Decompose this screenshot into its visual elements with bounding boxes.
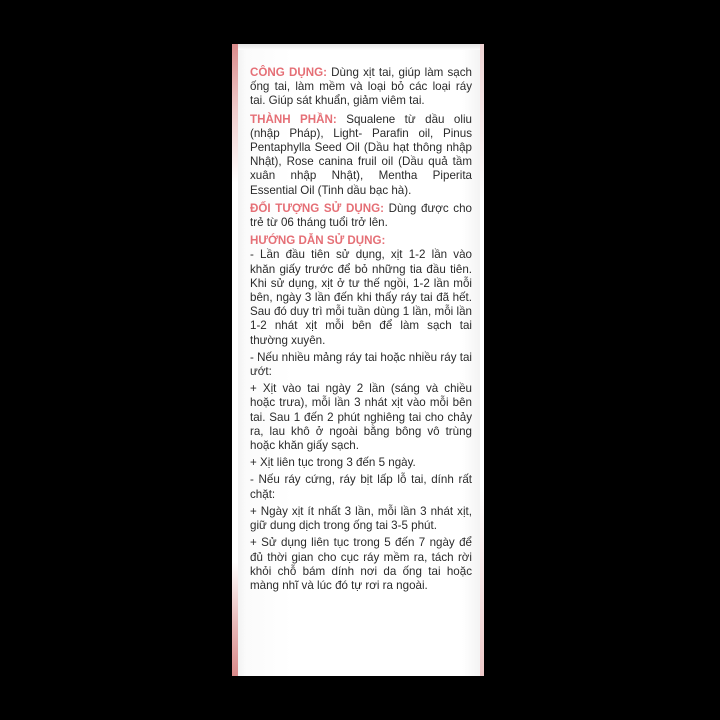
instructions-heading: HƯỚNG DẪN SỬ DỤNG:: [250, 234, 386, 248]
uses-text: Dùng xịt tai, giúp làm sạch ống tai, làm mềm và loại bỏ các loại ráy tai. Giúp sát khuẩn, giảm viêm tai.: [250, 66, 472, 108]
target-heading: ĐỐI TƯỢNG SỬ DỤNG:: [250, 201, 384, 215]
instruction-line: + Xịt liên tục trong 3 đến 5 ngày.: [250, 456, 416, 470]
instruction-line: + Sử dụng liên tục trong 5 đến 7 ngày để đủ thời gian cho cục ráy mềm ra, tách rời khỏi chỗ bám dính nơi da ống tai hoặc màng nhĩ và lúc đó tự rơi ra ngoài.: [250, 536, 472, 592]
target-section: [250, 202, 472, 230]
instruction-line: + Ngày xịt ít nhất 3 lần, mỗi lần 3 nhát xịt, giữ dung dịch trong ống tai 3-5 phút.: [250, 504, 472, 533]
uses-heading: CÔNG DỤNG:: [250, 66, 327, 79]
instruction-line: + Xịt vào tai ngày 2 lần (sáng và chiều hoặc trưa), mỗi lần 3 nhát xịt vào mỗi bên tai. Sau 1 đến 2 phút nghiêng tai cho chảy ra, lau khô ở ngoài bằng bông vô trùng hoặc khăn giấy sạch.: [250, 382, 472, 453]
target-text: Dùng được cho trẻ từ 06 tháng tuổi trở lên.: [250, 201, 472, 230]
box-right-edge: [480, 44, 484, 676]
ingredients-section: [250, 113, 472, 198]
instruction-line: - Nếu ráy cứng, ráy bịt lấp lỗ tai, dính rất chặt:: [250, 473, 472, 501]
uses-section: [250, 66, 472, 109]
label-text: [250, 66, 472, 597]
instruction-line: - Lần đầu tiên sử dụng, xịt 1-2 lần vào khăn giấy trước để bỏ những tia đầu tiên. Khi sử dụng, xịt ở tư thế ngồi, 1-2 lần mỗi bên, ngày 3 lần đến khi thấy ráy tai đã hết. Sau đó duy trì mỗi tuần dùng 1 lần, mỗi lần 1-2 nhát xịt mỗi bên để làm sạch tai thường xuyên.: [250, 248, 472, 347]
instructions-section: [250, 234, 472, 593]
box-top-edge: [232, 44, 484, 50]
product-box-side: [232, 44, 484, 676]
instruction-line: - Nếu nhiều mảng ráy tai hoặc nhiều ráy tai ướt:: [250, 350, 472, 379]
ingredients-text: Squalene từ dầu oliu (nhập Pháp), Light- Parafin oil, Pinus Pentaphylla Seed Oil (Dầu hạt thông nhập Nhật), Rose canina fruil oil (Dầu quả tầm xuân nhập Nhật), Mentha Piperita Essential Oil (Tinh dầu bạc hà).: [250, 112, 472, 197]
box-left-edge: [232, 44, 238, 676]
ingredients-heading: THÀNH PHẦN:: [250, 112, 337, 126]
